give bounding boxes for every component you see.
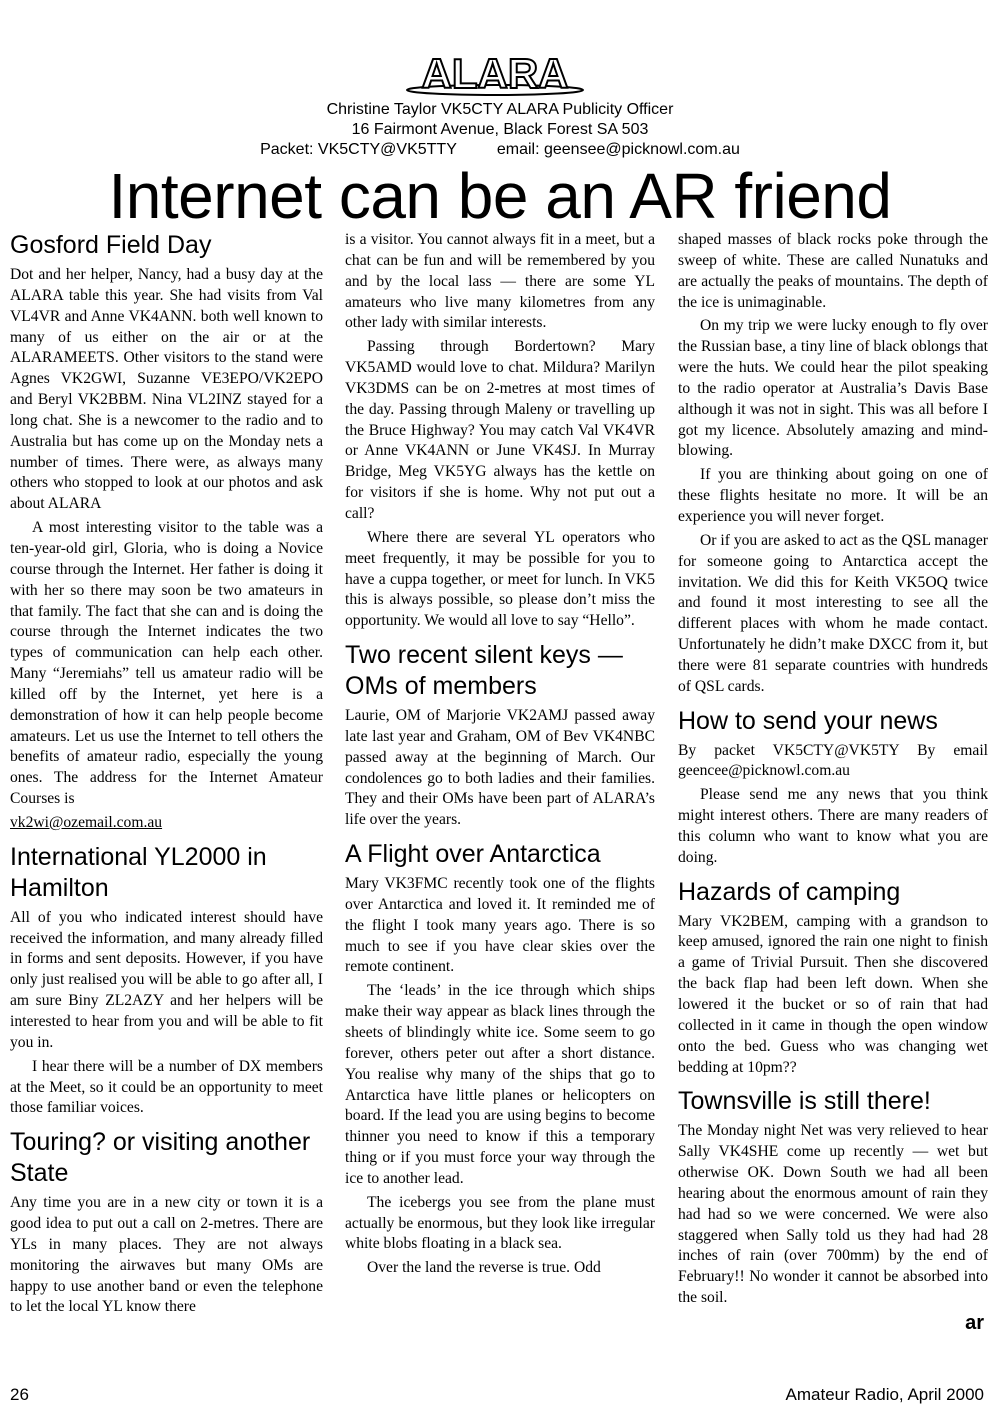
packet-address: Packet: VK5CTY@VK5TTY bbox=[260, 141, 457, 158]
paragraph: Please send me any news that you think might interest others. There are many readers of this column who want to know what you are doing. bbox=[678, 786, 988, 866]
heading-hazards-camping: Hazards of camping bbox=[678, 877, 901, 906]
paragraph: The icebergs you see from the plane must actually be enormous, but they look like irregular white blobs floating in a black sea. bbox=[345, 1193, 655, 1253]
courses-link[interactable]: vk2wi@ozemail.com.au bbox=[10, 813, 163, 831]
paragraph: shaped masses of black rocks poke through the sweep of white. These are called Nunatuks and are actually the peaks of mountains. The depth of the ice is unimaginable. bbox=[678, 231, 988, 311]
heading-send-news: How to send your news bbox=[678, 706, 938, 735]
email-address: email: geensee@picknowl.com.au bbox=[496, 141, 740, 158]
paragraph: Laurie, OM of Marjorie VK2AMJ passed away late last year and Graham, OM of Bev VK4NBC passed away at the beginning of March. Our condolences go to both ladies and their families. They and their OMs have been part of ALARA’s life over the years. bbox=[345, 707, 655, 829]
heading-flight-antarctica: A Flight over Antarctica bbox=[345, 840, 601, 869]
heading-townsville: Townsville is still there! bbox=[678, 1087, 931, 1116]
page-number: 26 bbox=[10, 1385, 29, 1404]
column-1 bbox=[10, 230, 323, 1380]
paragraph: On my trip we were lucky enough to fly over the Russian base, a tiny line of black oblongs that were the huts. We could hear the pilot speaking to the radio operator at Australia’s Davis Base although it was not in sight. This was all before I got my licence. Absolutely amazing and mind-blowing. bbox=[678, 317, 988, 460]
publication-footer: Amateur Radio, April 2000 bbox=[785, 1385, 984, 1404]
address-line: 16 Fairmont Avenue, Black Forest SA 503 bbox=[351, 121, 649, 138]
paragraph: The Monday night Net was very relieved to hear Sally VK4SHE come up recently — wet but otherwise OK. Down South we had all been hearing about the enormous amount of rain they had had so we were concerned. We were also staggered when Sally told us they had had 28 inches of rain (over 700mm) by the end of February!! No wonder it cannot be absorbed into the soil. bbox=[678, 1122, 988, 1307]
logo-text: ALARA bbox=[421, 50, 569, 96]
article-title: Internet can be an AR friend bbox=[108, 160, 892, 232]
alara-logo bbox=[405, 50, 585, 96]
paragraph: Mary VK2BEM, camping with a grandson to keep amused, ignored the rain one night to finish a game of Trivial Pursuit. Then she discovered the back flap had been left down. When she lowered it the bucket or so of rain that had collected in it came in though the open window onto the bed. Guess who was changing wet bedding at 10pm?? bbox=[678, 912, 988, 1076]
column-3 bbox=[678, 230, 988, 1380]
paragraph: Over the land the reverse is true. Odd bbox=[367, 1259, 601, 1277]
paragraph: Any time you are in a new city or town it is a good idea to put out a call on 2-metres. There are YLs in many places. They are not always monitoring the airwaves but many OMs are happy to use another band or even the telephone to let the local YL know there bbox=[10, 1194, 323, 1316]
paragraph: The ‘leads’ in the ice through which ships make their way appear as black lines through the sheets of blindingly white ice. Some seem to go forever, others peter out after a short distance. You realise why many of the ships that go to Antarctica have little planes or helicopters on board. If the lead you are using begins to become thinner you need to know if this a temporary thing or if you must force your way through the ice to another lead. bbox=[345, 982, 655, 1187]
paragraph: Where there are several YL operators who meet frequently, it may be possible for you to have a cuppa together, or meet for lunch. In VK5 this is always possible, so please don’t miss the opportunity. We would all love to say “Hello”. bbox=[345, 528, 655, 630]
paragraph: Dot and her helper, Nancy, had a busy day at the ALARA table this year. She had visits from Val VL4VR and Anne VK4ANN. both well known to many of us either on the air or at the ALARAMEETS. Other visitors to the stand were Agnes VK2GWI, Suzanne VE3EPO/VK2EPO and Beryl VK2BBM. Nina VL2INZ stayed for a long chat. She is a newcomer to the radio and to Australia but has come up on the Monday nets a number of times. There were, as always many others who stopped to look at our photos and ask about ALARA bbox=[10, 266, 323, 513]
column-2 bbox=[345, 230, 655, 1380]
paragraph: Or if you are asked to act as the QSL manager for someone going to Antarctica accept the invitation. We did this for Keith VK5OQ twice and found it most interesting to see all the different places with whom he made contact. Unfortunately he didn’t make DXCC from it, but there were 81 separate countries with hundreds of QSL cards. bbox=[678, 531, 988, 695]
paragraph: By packet VK5CTY@VK5TY By email geencee@picknowl.com.au bbox=[678, 741, 988, 780]
paragraph: I hear there will be a number of DX members at the Meet, so it could be an opportunity to meet those familiar voices. bbox=[10, 1057, 323, 1117]
paragraph: A most interesting visitor to the table was a ten-year-old girl, Gloria, who is doing a Novice course through the Internet. Her father is doing it with her so there may soon be two amateurs in that family. The fact that she can and is doing the course through the Internet indicates the two types of communication can help each other. Many “Jeremiahs” tell us amateur radio will be killed off by the Internet, yet here is a demonstration of how it can help people become amateurs. Let us use the Internet to tell others the benefits of amateur radio, especially the young ones. The address for the Internet Amateur Courses is bbox=[10, 519, 323, 808]
heading-silent-keys: Two recent silent keys — OMs of members bbox=[345, 641, 623, 701]
paragraph: Mary VK3FMC recently took one of the flights over Antarctica and loved it. It reminded me of the flight I took many years ago. There is so much to see if you have clear skies over the remote continent. bbox=[345, 875, 655, 976]
paragraph: If you are thinking about going on one of these flights hesitate no more. It will be an experience you will never forget. bbox=[678, 466, 988, 525]
paragraph: Passing through Bordertown? Mary VK5AMD would love to chat. Mildura? Marilyn VK3DMS can be on 2-metres at most times of the day. Passing through Maleny or travelling up the Bruce Highway? You may catch Val VK4VR or Anne VK4ANN or June VK4SJ. In Murray Bridge, Meg VK5YG always has the kettle on for visitors if she is home. Why not put out a call? bbox=[345, 338, 655, 522]
paragraph: is a visitor. You cannot always fit in a meet, but a chat can be fun and will be remembered by you and by the local lass — there are some YL amateurs who live many kilometres from any other lady with similar interests. bbox=[345, 231, 655, 332]
heading-touring: Touring? or visiting another State bbox=[10, 1128, 311, 1188]
heading-international-yl2000: International YL2000 in Hamilton bbox=[10, 842, 267, 902]
end-mark: ar bbox=[965, 1311, 984, 1334]
heading-gosford-field-day: Gosford Field Day bbox=[10, 231, 212, 259]
author-line: Christine Taylor VK5CTY ALARA Publicity Officer bbox=[326, 101, 674, 118]
contact-line bbox=[0, 140, 1000, 160]
paragraph: All of you who indicated interest should have received the information, and many already filled in forms and sent deposits. However, if you have only just realised you will be able to go after all, I am sure Biny ZL2AZY and her helpers will be interested to hear from you and will be able to fit you in. bbox=[10, 908, 323, 1051]
